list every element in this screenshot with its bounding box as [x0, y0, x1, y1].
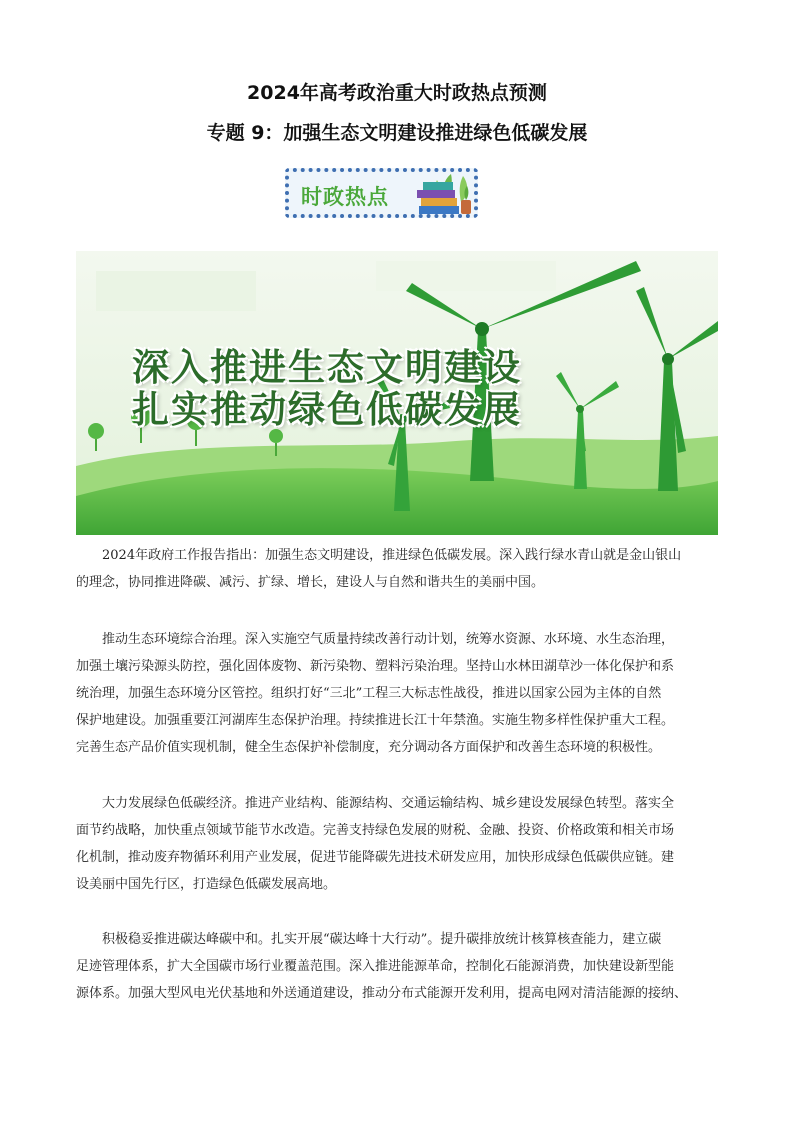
- badge-label: 时政热点: [301, 185, 389, 209]
- paragraph-line: 推动生态环境综合治理。深入实施空气质量持续改善行动计划，统筹水资源、水环境、水生态治理，: [102, 632, 675, 647]
- paragraph-line: 源体系。加强大型风电光伏基地和外送通道建设，推动分布式能源开发利用，提高电网对清洁能源的接纳、: [76, 986, 688, 1001]
- books-plant-icon: [407, 170, 479, 218]
- banner-image: [76, 251, 718, 535]
- paragraph-4: [76, 926, 718, 1007]
- paragraph-line: 面节约战略，加快重点领域节能节水改造。完善支持绿色发展的财税、金融、投资、价格政策和相关市场: [76, 823, 675, 838]
- paragraph-line: 积极稳妥推进碳达峰碳中和。扎实开展“碳达峰十大行动”。提升碳排放统计核算核查能力，建立碳: [102, 932, 662, 947]
- paragraph-1: [76, 542, 718, 596]
- hot-topic-badge: [285, 168, 478, 218]
- paragraph-line: 大力发展绿色低碳经济。推进产业结构、能源结构、交通运输结构、城乡建设发展绿色转型。落实全: [102, 796, 675, 811]
- banner-headline-2: 扎实推动绿色低碳发展: [132, 388, 522, 431]
- paragraph-line: 足迹管理体系，扩大全国碳市场行业覆盖范围。深入推进能源革命，控制化石能源消费，加快建设新型能: [76, 959, 675, 974]
- paragraph-3: [76, 790, 718, 898]
- document-subtitle: 专题 9：加强生态文明建设推进绿色低碳发展: [206, 122, 588, 144]
- paragraph-2: [76, 626, 718, 761]
- document-title: 2024年高考政治重大时政热点预测: [247, 82, 547, 104]
- paragraph-line: 化机制，推动废弃物循环利用产业发展，促进节能降碳先进技术研发应用，加快形成绿色低碳供应链。建: [76, 850, 675, 865]
- paragraph-line: 设美丽中国先行区，打造绿色低碳发展高地。: [76, 877, 337, 892]
- paragraph-line: 的理念，协同推进降碳、减污、扩绿、增长，建设人与自然和谐共生的美丽中国。: [76, 575, 545, 590]
- paragraph-line: 完善生态产品价值实现机制，健全生态保护补偿制度，充分调动各方面保护和改善生态环境的积极性。: [76, 740, 662, 755]
- paragraph-line: 统治理，加强生态环境分区管控。组织打好“三北”工程三大标志性战役，推进以国家公园为主体的自然: [76, 686, 662, 701]
- paragraph-line: 2024年政府工作报告指出：加强生态文明建设，推进绿色低碳发展。深入践行绿水青山就是金山银山: [102, 548, 682, 563]
- paragraph-line: 加强土壤污染源头防控，强化固体废物、新污染物、塑料污染治理。坚持山水林田湖草沙一体化保护和系: [76, 659, 675, 674]
- banner-headline-1: 深入推进生态文明建设: [132, 346, 522, 389]
- paragraph-line: 保护地建设。加强重要江河湖库生态保护治理。持续推进长江十年禁渔。实施生物多样性保护重大工程。: [76, 713, 675, 728]
